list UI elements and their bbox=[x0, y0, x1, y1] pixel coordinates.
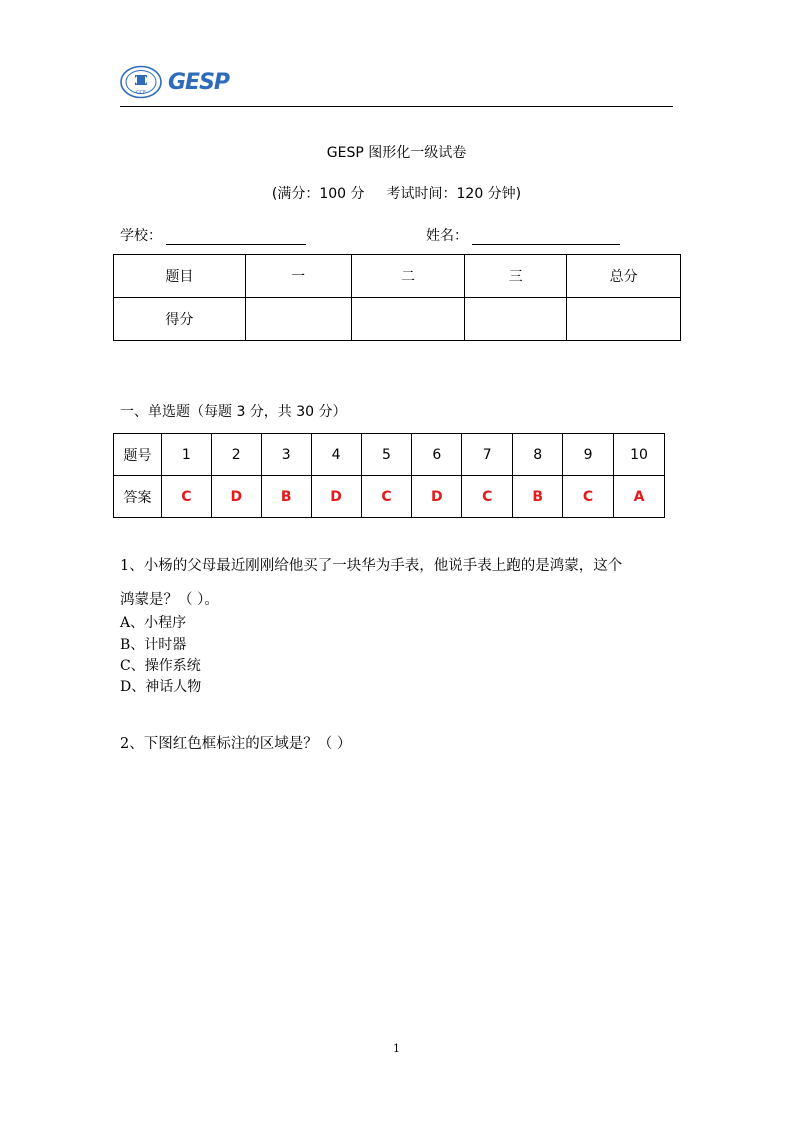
question-1-line-1: 1、小杨的父母最近刚刚给他买了一块华为手表，他说手表上跑的是鸿蒙，这个 bbox=[120, 558, 623, 574]
question-number: 1 bbox=[161, 434, 211, 476]
score-table-header-row bbox=[114, 255, 681, 298]
logo-text: GESP bbox=[168, 69, 230, 95]
score-header-cell: 三 bbox=[465, 255, 567, 298]
answer-cell: D bbox=[211, 476, 261, 518]
score-info: (满分：100 分 bbox=[271, 186, 365, 202]
score-cell[interactable] bbox=[567, 298, 681, 341]
answer-cell: D bbox=[412, 476, 462, 518]
school-field bbox=[120, 225, 306, 245]
answer-table bbox=[113, 433, 665, 518]
question-2-line-1: 2、下图红色框标注的区域是？（ ） bbox=[120, 736, 352, 752]
number-label: 题号 bbox=[114, 434, 162, 476]
answer-label: 答案 bbox=[114, 476, 162, 518]
answer-cell: B bbox=[261, 476, 311, 518]
question-1-line-2: 鸿蒙是？（ ）。 bbox=[120, 592, 219, 608]
question-1-option-a[interactable]: A、小程序 bbox=[120, 615, 187, 631]
answer-cell: D bbox=[311, 476, 361, 518]
question-number: 3 bbox=[261, 434, 311, 476]
question-1-option-d[interactable]: D、神话人物 bbox=[120, 679, 202, 695]
page-number: 1 bbox=[393, 1042, 400, 1055]
school-label: 学校： bbox=[120, 228, 162, 244]
header-divider bbox=[120, 106, 673, 107]
answer-cell: B bbox=[513, 476, 563, 518]
question-number: 5 bbox=[361, 434, 412, 476]
school-blank[interactable] bbox=[166, 230, 306, 245]
answer-cell: A bbox=[614, 476, 665, 518]
score-header-cell: 一 bbox=[245, 255, 351, 298]
question-number: 9 bbox=[563, 434, 614, 476]
answer-table-answer-row bbox=[114, 476, 665, 518]
score-header-cell: 二 bbox=[351, 255, 465, 298]
question-number: 4 bbox=[311, 434, 361, 476]
time-info: 考试时间：120 分钟) bbox=[386, 186, 522, 202]
exam-subtitle bbox=[0, 183, 793, 203]
answer-cell: C bbox=[361, 476, 412, 518]
score-table bbox=[113, 254, 681, 341]
name-field bbox=[426, 225, 620, 245]
name-label: 姓名： bbox=[426, 228, 468, 244]
name-blank[interactable] bbox=[472, 230, 620, 245]
question-number: 2 bbox=[211, 434, 261, 476]
answer-cell: C bbox=[462, 476, 513, 518]
question-number: 10 bbox=[614, 434, 665, 476]
score-header-cell: 总分 bbox=[567, 255, 681, 298]
question-number: 7 bbox=[462, 434, 513, 476]
section-title: 一、单选题（每题 3 分，共 30 分） bbox=[120, 404, 347, 420]
score-row-label: 得分 bbox=[114, 298, 246, 341]
ccf-seal-icon bbox=[120, 65, 162, 99]
question-1-option-c[interactable]: C、操作系统 bbox=[120, 658, 201, 674]
score-header-cell: 题目 bbox=[114, 255, 246, 298]
answer-table-number-row bbox=[114, 434, 665, 476]
answer-cell: C bbox=[161, 476, 211, 518]
score-cell[interactable] bbox=[351, 298, 465, 341]
exam-title: GESP 图形化一级试卷 bbox=[326, 145, 467, 161]
score-cell[interactable] bbox=[465, 298, 567, 341]
answer-cell: C bbox=[563, 476, 614, 518]
question-number: 8 bbox=[513, 434, 563, 476]
score-cell[interactable] bbox=[245, 298, 351, 341]
gesp-logo bbox=[120, 64, 229, 100]
question-1-option-b[interactable]: B、计时器 bbox=[120, 637, 187, 653]
seal-text: CCF bbox=[136, 90, 146, 96]
score-table-row bbox=[114, 298, 681, 341]
question-number: 6 bbox=[412, 434, 462, 476]
